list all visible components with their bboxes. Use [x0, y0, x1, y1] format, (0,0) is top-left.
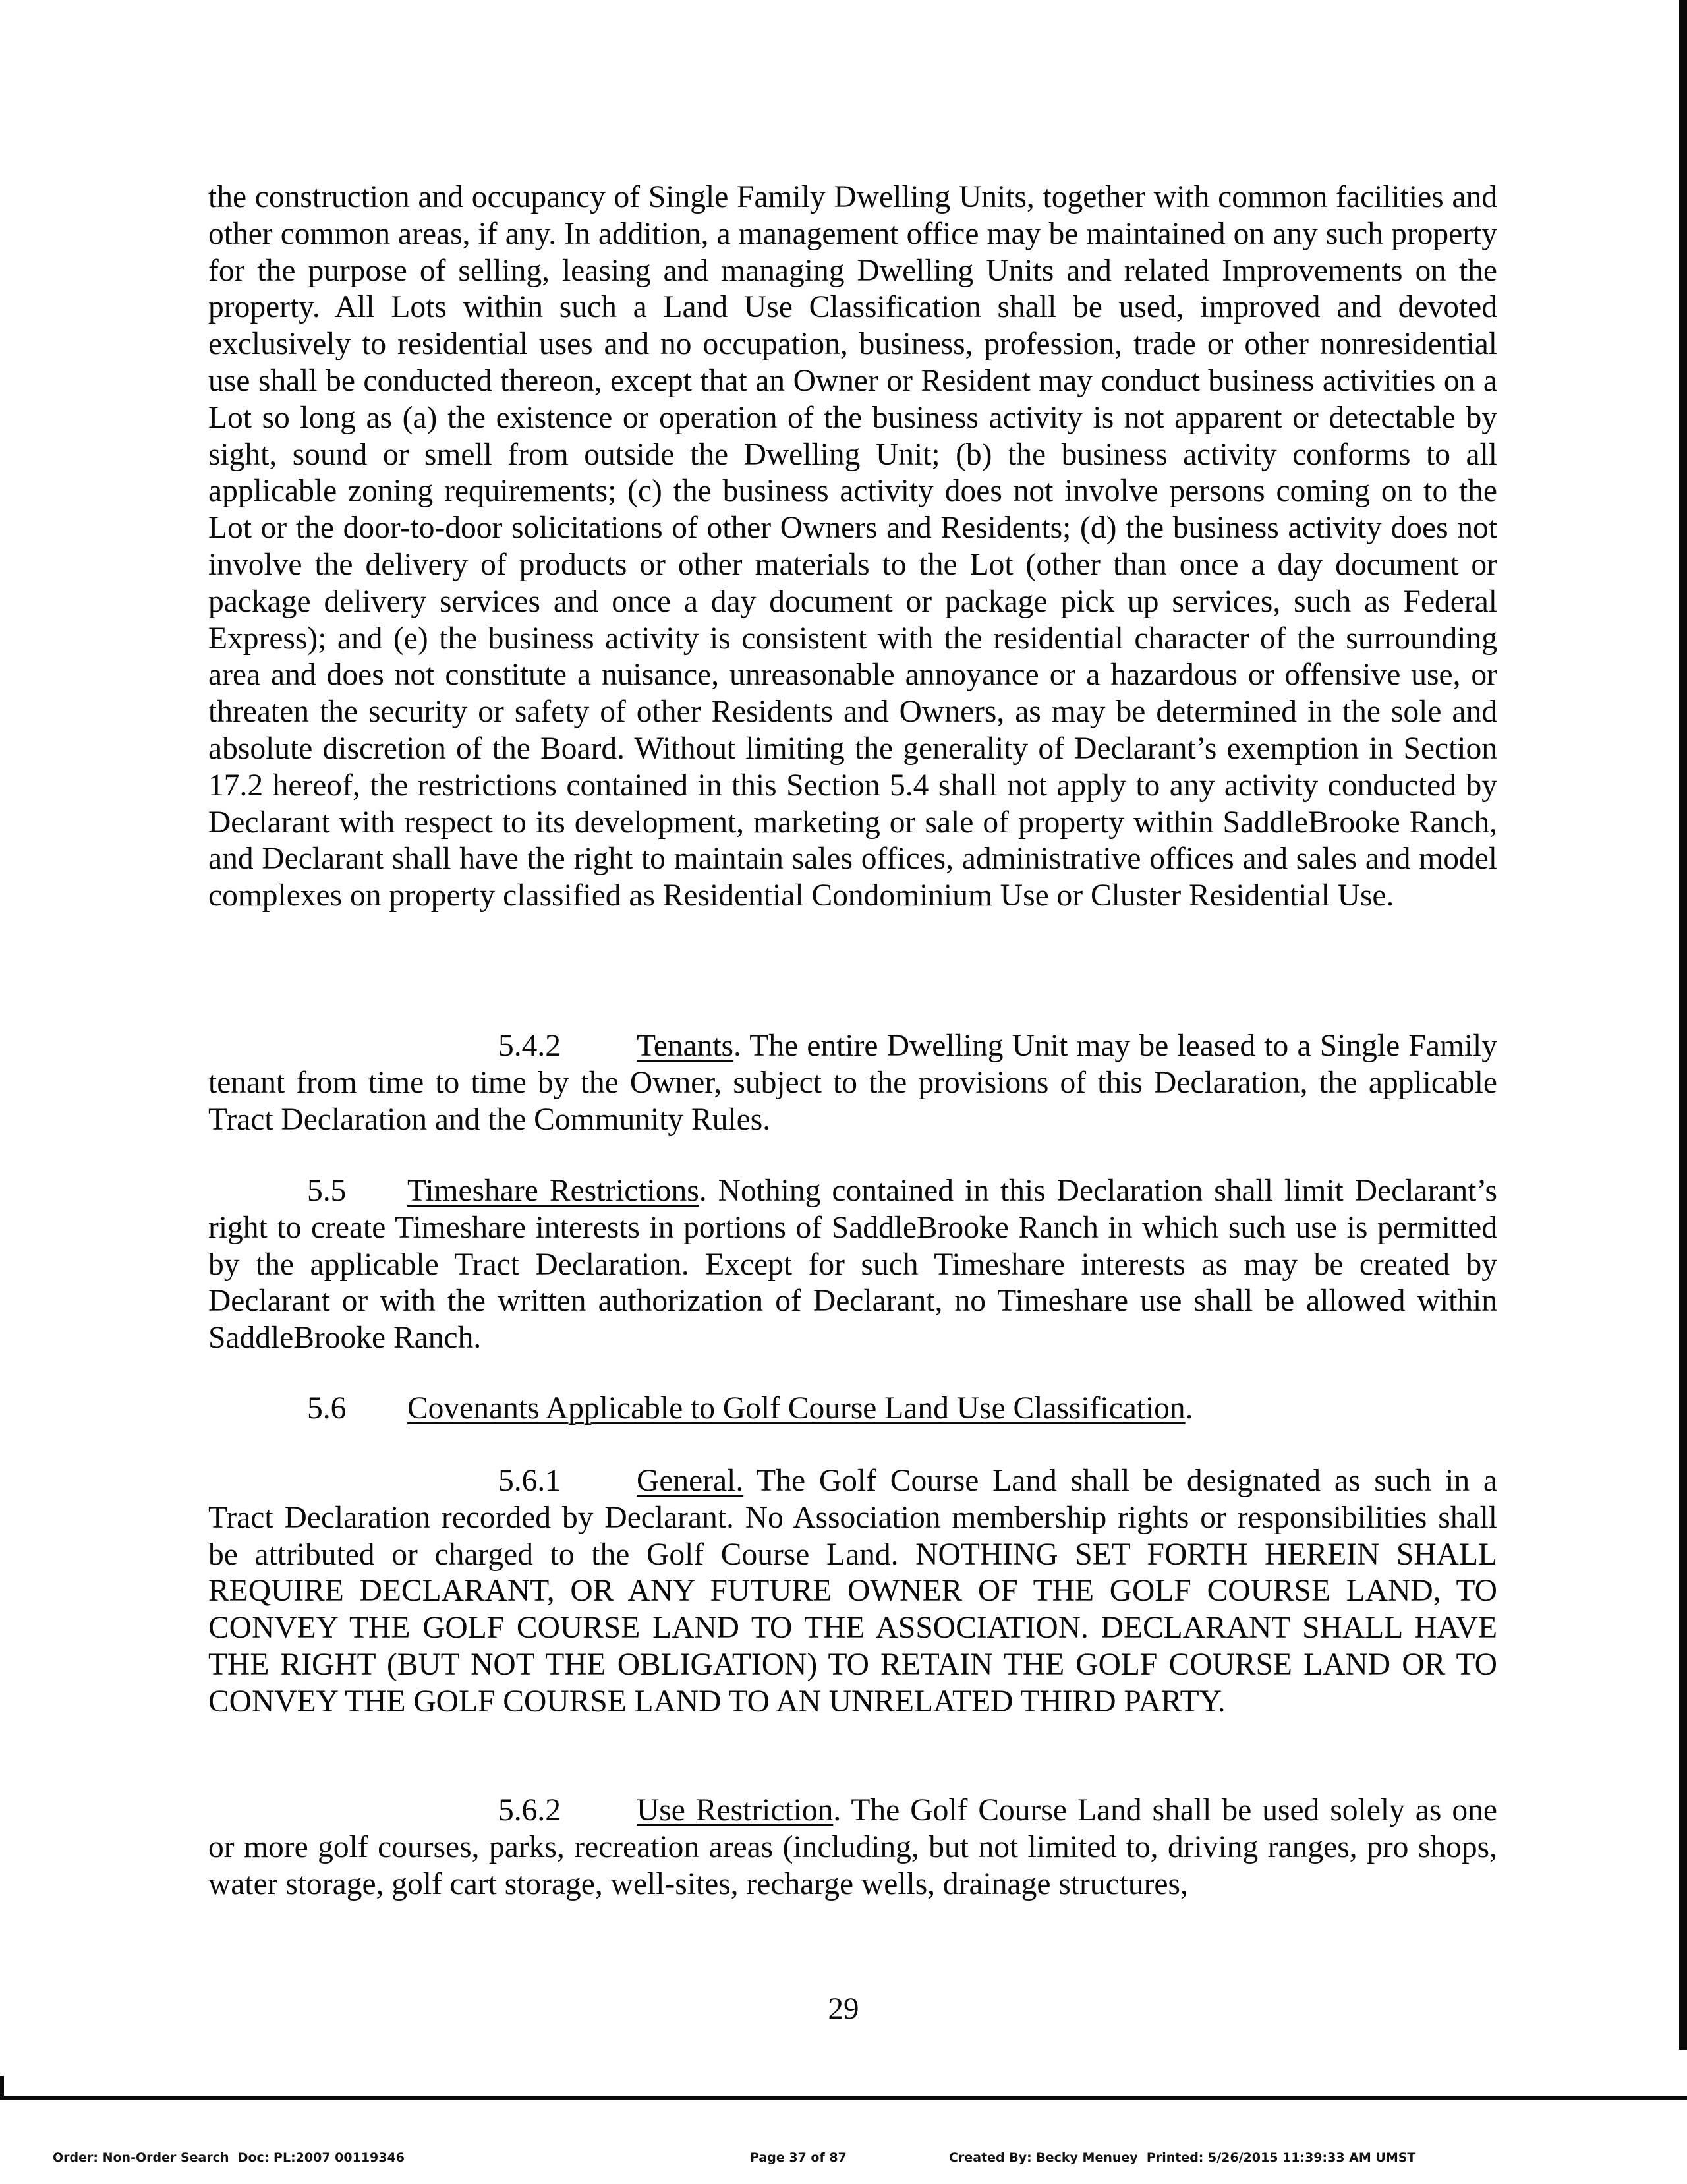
section-heading: Tenants [637, 1029, 734, 1063]
paragraph-text: . The Golf Course Land shall be used solely as one or more golf courses, parks, recreation areas (including, but not limited to, driving ranges, pro shops, water storage, golf cart storage, well-sites, recharge wells, drainage structures, [208, 1793, 1497, 1901]
scan-edge-mark [0, 2076, 4, 2096]
paragraph-5-6 [208, 1391, 1497, 1427]
paragraph-5-5 [208, 1173, 1497, 1357]
section-number: 5.6.2 [498, 1793, 561, 1827]
section-number: 5.6.1 [498, 1464, 561, 1498]
footer-print-info: Created By: Becky Menuey Printed: 5/26/2015 11:39:33 AM UMST [949, 2150, 1416, 2165]
paragraph-5-4-continuation [208, 179, 1497, 915]
paragraph-5-6-2 [208, 1793, 1497, 1903]
paragraph-text: . [1185, 1391, 1193, 1425]
footer-order-info: Order: Non-Order Search Doc: PL:2007 00119346 [53, 2150, 405, 2165]
footer-page-count: Page 37 of 87 [750, 2150, 847, 2165]
section-heading: Covenants Applicable to Golf Course Land Use Classification [407, 1391, 1186, 1425]
page-number: 29 [828, 1992, 859, 2026]
paragraph-text: The Golf Course Land shall be designated as such in a Tract Declaration recorded by Declarant. No Association membership rights or responsibilities shall be attributed or charged to the Golf Course Land. NOTHING SET FORTH HEREIN SHALL REQUIRE DECLARANT, OR ANY FUTURE OWNER OF THE GOLF COURSE LAND, TO CONVEY THE GOLF COURSE LAND TO THE ASSOCIATION. DECLARANT SHALL HAVE THE RIGHT (BUT NOT THE OBLIGATION) TO RETAIN THE GOLF COURSE LAND OR TO CONVEY THE GOLF COURSE LAND TO AN UNRELATED THIRD PARTY. [208, 1464, 1497, 1719]
paragraph-text: . Nothing contained in this Declaration shall limit Declarant’s right to create Timeshare interests in portions of SaddleBrooke Ranch in which such use is permitted by the applicable Tract Declaration. Except for such Timeshare interests as may be created by Declarant or with the written authorization of Declarant, no Timeshare use shall be allowed within SaddleBrooke Ranch. [208, 1174, 1498, 1356]
section-number: 5.5 [307, 1174, 347, 1208]
footer-divider [0, 2096, 1687, 2100]
paragraph-5-6-1 [208, 1463, 1497, 1721]
scan-edge-border [1679, 0, 1687, 2050]
section-heading: General. [637, 1464, 744, 1498]
paragraph-text: the construction and occupancy of Single Family Dwelling Units, together with common facilities and other common areas, if any. In addition, a management office may be maintained on any such property for the purpose of selling, leasing and managing Dwelling Units and related Improvements on the property. All Lots within such a Land Use Classification shall be used, improved and devoted exclusively to residential uses and no occupation, business, profession, trade or other nonresidential use shall be conducted thereon, except that an Owner or Resident may conduct business activities on a Lot so long as (a) the existence or operation of the business activity is not apparent or detectable by sight, sound or smell from outside the Dwelling Unit; (b) the business activity conforms to all applicable zoning requirements; (c) the business activity does not involve persons coming on to the Lot or the door-to-door solicitations of other Owners and Residents; (d) the business activity does not involve the delivery of products or other materials to the Lot (other than once a day document or package delivery services and once a day document or package pick up services, such as Federal Express); and (e) the business activity is consistent with the residential character of the surrounding area and does not constitute a nuisance, unreasonable annoyance or a hazardous or offensive use, or threaten the security or safety of other Residents and Owners, as may be determined in the sole and absolute discretion of the Board. Without limiting the generality of Declarant’s exemption in Section 17.2 hereof, the restrictions contained in this Section 5.4 shall not apply to any activity conducted by Declarant with respect to its development, marketing or sale of property within SaddleBrooke Ranch, and Declarant shall have the right to maintain sales offices, administrative offices and sales and model complexes on property classified as Residential Condominium Use or Cluster Residential Use. [208, 180, 1497, 913]
section-number: 5.4.2 [498, 1029, 561, 1063]
section-heading: Use Restriction [637, 1793, 834, 1827]
paragraph-text: . The entire Dwelling Unit may be leased to a Single Family tenant from time to time by the Owner, subject to the provisions of this Declaration, the applicable Tract Declaration and the Community Rules. [208, 1029, 1497, 1137]
section-heading: Timeshare Restrictions [407, 1174, 699, 1208]
section-number: 5.6 [307, 1391, 347, 1425]
paragraph-5-4-2 [208, 1028, 1497, 1138]
